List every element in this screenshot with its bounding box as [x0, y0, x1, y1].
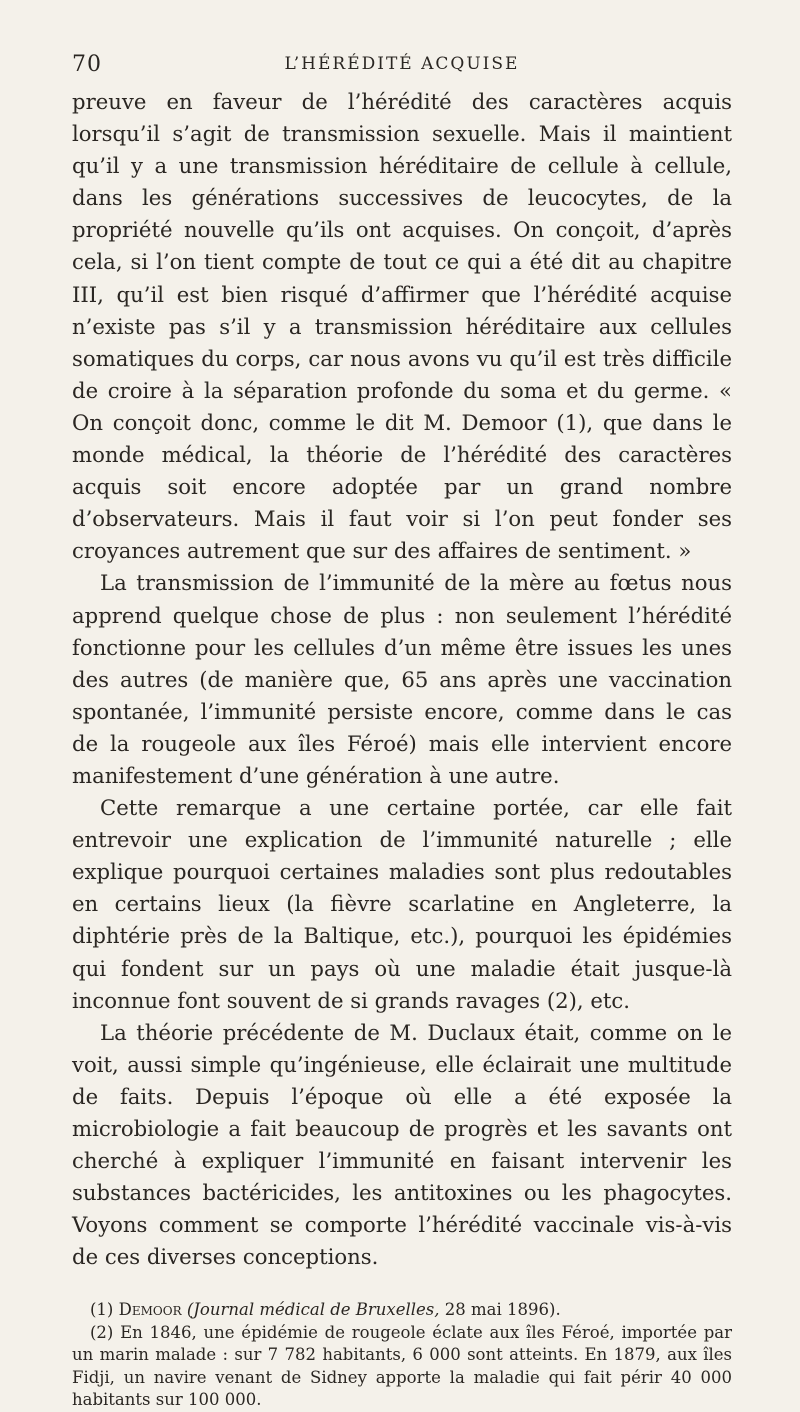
- running-head: [72, 52, 732, 86]
- footnote-1: [72, 1299, 732, 1322]
- footnote-journal: (Journal médical de Bruxelles,: [186, 1300, 440, 1320]
- page-number: 70: [72, 52, 102, 77]
- footnote-marker: (1): [90, 1300, 114, 1320]
- footnote-date: 28 mai 1896).: [444, 1300, 561, 1320]
- paragraph: La transmission de l’immunité de la mère au fœtus nous apprend quelque chose de plus : non seulement l’hérédité fonctionne pour les cellules d’un même être issues les unes des autres (de manière que, 65 ans après une vaccination spontanée, l’immunité persiste encore, comme dans le cas de la rougeole aux îles Féroé) mais elle intervient encore manifestement d’une génération à une autre.: [72, 570, 732, 788]
- paragraph: Cette remarque a une certaine portée, car elle fait entrevoir une explication de l’immunité naturelle ; elle explique pourquoi certaines maladies sont plus redoutables en certains lieux (la fièvre scarlatine en Angleterre, la diphtérie près de la Baltique, etc.), pourquoi les épidémies qui fondent sur un pays où une maladie était jusque-là inconnue font souvent de si grands ravages (2), etc.: [72, 795, 732, 1013]
- body-text: [72, 86, 732, 1273]
- footnote-2: (2) En 1846, une épidémie de rougeole éclate aux îles Féroé, importée par un marin malade : sur 7 782 habitants, 6 000 sont atteints. En 1879, aux îles Fidji, un navire venant de Sidney apporte la maladie qui fait périr 40 000 habitants sur 100 000.: [72, 1322, 732, 1410]
- footnote-author: Demoor: [118, 1300, 182, 1320]
- paragraph-continuation: preuve en faveur de l’hérédité des caractères acquis lorsqu’il s’agit de transmission sexuelle. Mais il maintient qu’il y a une transmission héréditaire de cellule à cellule, dans les générations successives de leucocytes, de la propriété nouvelle qu’ils ont acquises. On conçoit, d’après cela, si l’on tient compte de tout ce qui a été dit au chapitre III, qu’il est bien risqué d’affirmer que l’hérédité acquise n’existe pas s’il y a transmission héréditaire aux cellules somatiques du corps, car nous avons vu qu’il est très difficile de croire à la séparation profonde du soma et du germe. « On conçoit donc, comme le dit M. Demoor (1), que dans le monde médical, la théorie de l’hérédité des caractères acquis soit encore adoptée par un grand nombre d’observateurs. Mais il faut voir si l’on peut fonder ses croyances autrement que sur des affaires de sentiment. »: [72, 89, 732, 564]
- running-title: L’HÉRÉDITÉ ACQUISE: [284, 54, 520, 74]
- paragraph: La théorie précédente de M. Duclaux était, comme on le voit, aussi simple qu’ingénieuse, elle éclairait une multitude de faits. Depuis l’époque où elle a été exposée la microbiologie a fait beaucoup de progrès et les savants ont cherché à expliquer l’immunité en faisant intervenir les substances bactéricides, les antitoxines ou les phagocytes. Voyons comment se comporte l’hérédité vaccinale vis-à-vis de ces diverses conceptions.: [72, 1019, 732, 1270]
- footnotes: [72, 1299, 732, 1412]
